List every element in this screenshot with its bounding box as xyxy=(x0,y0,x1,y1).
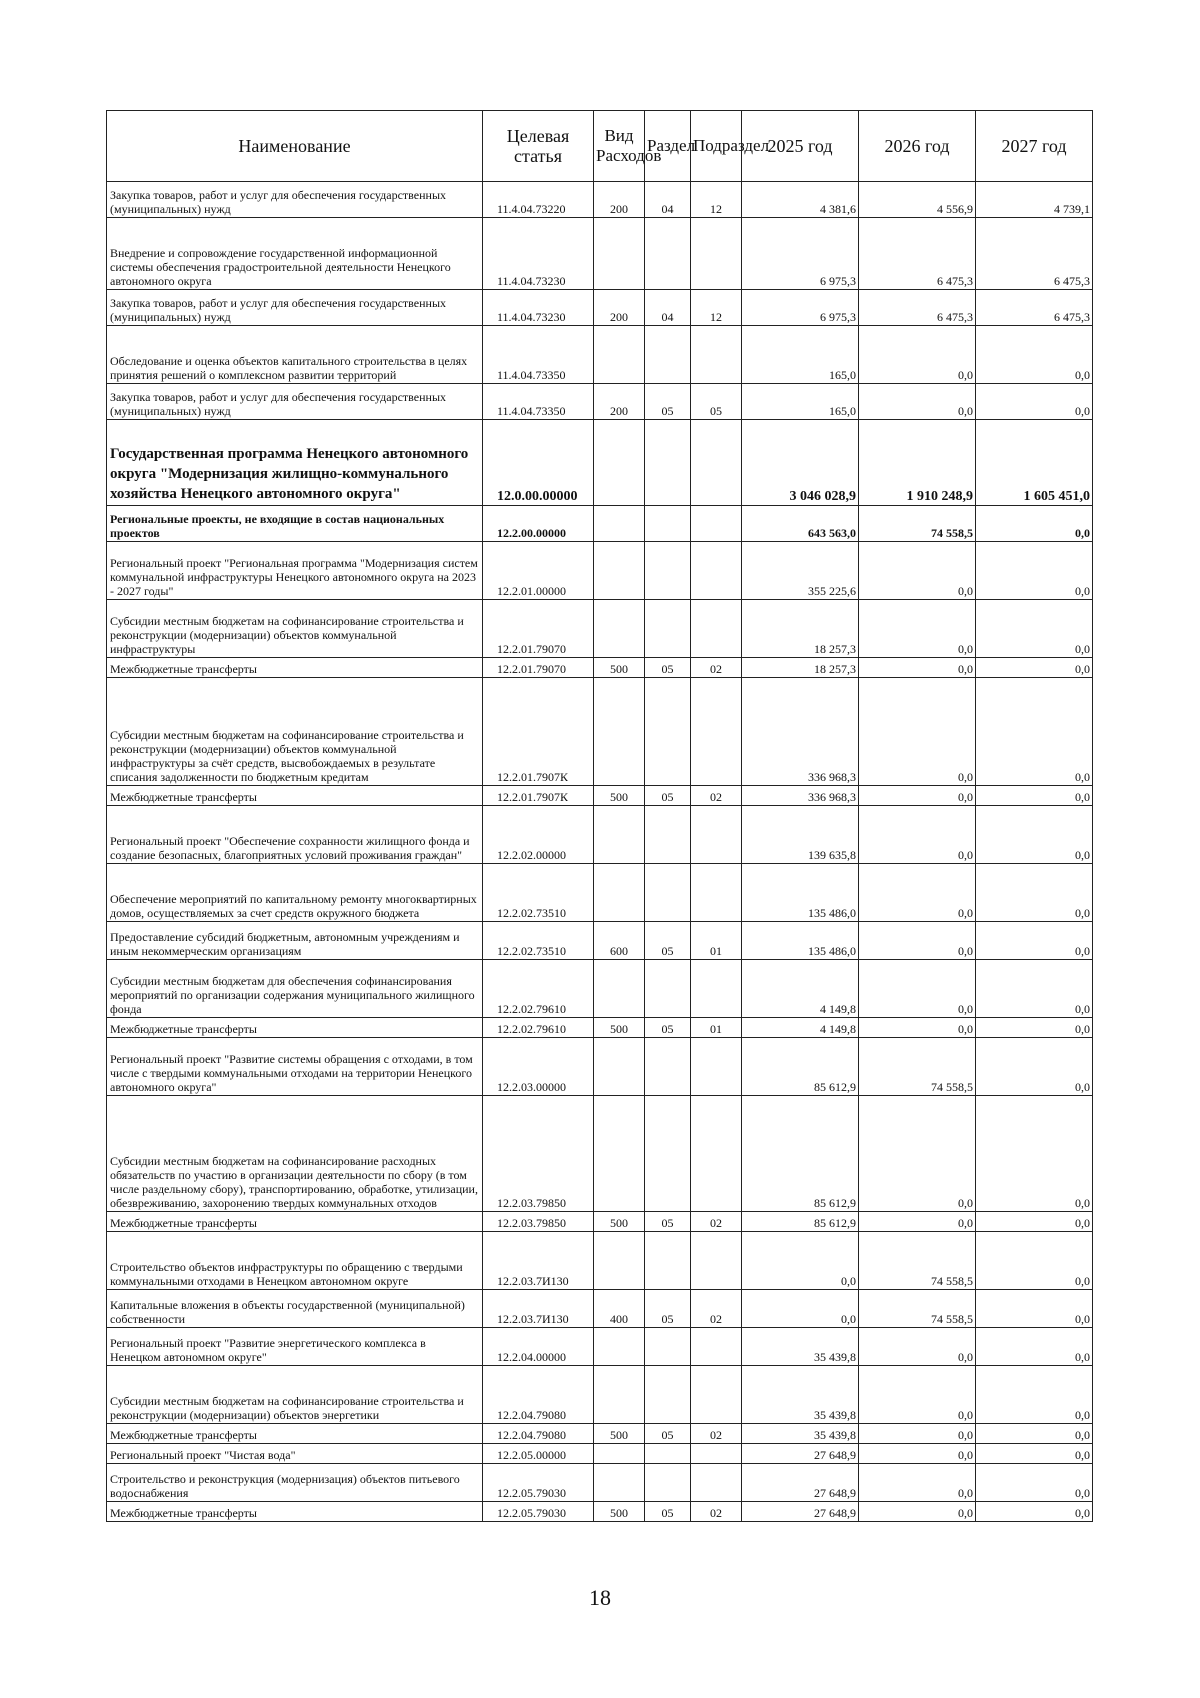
row-section xyxy=(645,326,691,384)
row-expense-type xyxy=(594,1444,645,1464)
row-target-article: 12.0.00.00000 xyxy=(483,420,594,506)
row-amount-2027: 0,0 xyxy=(976,678,1093,786)
row-section xyxy=(645,1232,691,1290)
row-subsection xyxy=(691,1038,742,1096)
row-name: Капитальные вложения в объекты государственной (муниципальной) собственности xyxy=(107,1290,483,1328)
row-amount-2026: 0,0 xyxy=(859,786,976,806)
row-subsection xyxy=(691,600,742,658)
row-expense-type: 200 xyxy=(594,290,645,326)
row-target-article: 12.2.02.73510 xyxy=(483,922,594,960)
row-target-article: 12.2.04.00000 xyxy=(483,1328,594,1366)
row-section: 05 xyxy=(645,1424,691,1444)
row-section xyxy=(645,1328,691,1366)
row-subsection: 02 xyxy=(691,1212,742,1232)
row-target-article: 11.4.04.73350 xyxy=(483,326,594,384)
row-amount-2026: 4 556,9 xyxy=(859,182,976,218)
table-row xyxy=(107,1328,1093,1366)
row-name: Региональный проект "Чистая вода" xyxy=(107,1444,483,1464)
row-target-article: 12.2.01.7907К xyxy=(483,786,594,806)
row-expense-type xyxy=(594,420,645,506)
table-row xyxy=(107,542,1093,600)
row-target-article: 12.2.05.79030 xyxy=(483,1502,594,1522)
row-target-article: 12.2.01.00000 xyxy=(483,542,594,600)
row-subsection xyxy=(691,1328,742,1366)
row-expense-type: 500 xyxy=(594,1502,645,1522)
row-amount-2026: 74 558,5 xyxy=(859,1232,976,1290)
row-subsection xyxy=(691,1366,742,1424)
row-section: 05 xyxy=(645,658,691,678)
row-amount-2025: 135 486,0 xyxy=(742,922,859,960)
table-body xyxy=(107,182,1093,1522)
row-name: Внедрение и сопровождение государственной информационной системы обеспечения градостроительной деятельности Ненецкого автономного округа xyxy=(107,218,483,290)
row-amount-2026: 0,0 xyxy=(859,600,976,658)
row-amount-2026: 0,0 xyxy=(859,1366,976,1424)
row-amount-2026: 0,0 xyxy=(859,326,976,384)
row-amount-2025: 27 648,9 xyxy=(742,1444,859,1464)
row-name: Закупка товаров, работ и услуг для обеспечения государственных (муниципальных) нужд xyxy=(107,384,483,420)
row-amount-2026: 0,0 xyxy=(859,1464,976,1502)
row-amount-2026: 0,0 xyxy=(859,658,976,678)
row-amount-2027: 0,0 xyxy=(976,806,1093,864)
row-amount-2027: 0,0 xyxy=(976,1444,1093,1464)
row-name: Межбюджетные трансферты xyxy=(107,1424,483,1444)
row-amount-2027: 0,0 xyxy=(976,326,1093,384)
row-target-article: 12.2.02.00000 xyxy=(483,806,594,864)
row-section: 04 xyxy=(645,182,691,218)
row-amount-2027: 0,0 xyxy=(976,1424,1093,1444)
row-amount-2025: 135 486,0 xyxy=(742,864,859,922)
row-amount-2025: 6 975,3 xyxy=(742,290,859,326)
row-amount-2025: 4 149,8 xyxy=(742,960,859,1018)
row-amount-2027: 0,0 xyxy=(976,1212,1093,1232)
row-name: Строительство и реконструкция (модернизация) объектов питьевого водоснабжения xyxy=(107,1464,483,1502)
row-amount-2025: 35 439,8 xyxy=(742,1366,859,1424)
table-row xyxy=(107,922,1093,960)
row-name: Субсидии местным бюджетам на софинансирование расходных обязательств по участию в организации деятельности по сбору (в том числе раздельному сбору), транспортированию, обработке, утилизации, обезвреживанию, захоронению твердых коммунальных отходов xyxy=(107,1096,483,1212)
row-subsection: 01 xyxy=(691,1018,742,1038)
row-target-article: 11.4.04.73230 xyxy=(483,290,594,326)
row-amount-2027: 0,0 xyxy=(976,1464,1093,1502)
row-amount-2025: 27 648,9 xyxy=(742,1502,859,1522)
row-target-article: 12.2.04.79080 xyxy=(483,1366,594,1424)
row-amount-2026: 0,0 xyxy=(859,1502,976,1522)
row-amount-2025: 336 968,3 xyxy=(742,678,859,786)
row-amount-2027: 1 605 451,0 xyxy=(976,420,1093,506)
row-subsection xyxy=(691,1464,742,1502)
row-expense-type: 500 xyxy=(594,658,645,678)
row-target-article: 12.2.03.79850 xyxy=(483,1096,594,1212)
row-expense-type xyxy=(594,864,645,922)
row-amount-2027: 0,0 xyxy=(976,960,1093,1018)
row-target-article: 12.2.03.00000 xyxy=(483,1038,594,1096)
row-target-article: 12.2.01.79070 xyxy=(483,658,594,678)
row-expense-type: 200 xyxy=(594,384,645,420)
row-amount-2025: 35 439,8 xyxy=(742,1328,859,1366)
header-section: Раздел xyxy=(645,111,691,182)
row-section xyxy=(645,218,691,290)
row-amount-2027: 0,0 xyxy=(976,1328,1093,1366)
row-amount-2025: 355 225,6 xyxy=(742,542,859,600)
row-section xyxy=(645,1038,691,1096)
row-name: Межбюджетные трансферты xyxy=(107,1502,483,1522)
budget-table xyxy=(106,110,1093,1522)
row-subsection: 02 xyxy=(691,658,742,678)
row-expense-type xyxy=(594,678,645,786)
row-name: Региональный проект "Развитие системы обращения с отходами, в том числе с твердыми коммунальными отходами на территории Ненецкого автономного округа" xyxy=(107,1038,483,1096)
row-amount-2025: 18 257,3 xyxy=(742,658,859,678)
row-subsection xyxy=(691,806,742,864)
row-amount-2027: 0,0 xyxy=(976,1232,1093,1290)
row-amount-2025: 85 612,9 xyxy=(742,1212,859,1232)
row-amount-2027: 0,0 xyxy=(976,1038,1093,1096)
row-amount-2026: 0,0 xyxy=(859,384,976,420)
header-target-article: Целевая статья xyxy=(483,111,594,182)
row-expense-type xyxy=(594,1038,645,1096)
row-amount-2027: 0,0 xyxy=(976,542,1093,600)
row-name: Межбюджетные трансферты xyxy=(107,1212,483,1232)
row-name: Закупка товаров, работ и услуг для обеспечения государственных (муниципальных) нужд xyxy=(107,182,483,218)
row-section xyxy=(645,420,691,506)
row-target-article: 12.2.04.79080 xyxy=(483,1424,594,1444)
table-row xyxy=(107,384,1093,420)
row-amount-2026: 0,0 xyxy=(859,1096,976,1212)
table-row xyxy=(107,1096,1093,1212)
row-subsection xyxy=(691,542,742,600)
row-expense-type: 400 xyxy=(594,1290,645,1328)
table-row xyxy=(107,218,1093,290)
table-row xyxy=(107,1424,1093,1444)
table-row xyxy=(107,786,1093,806)
row-amount-2027: 0,0 xyxy=(976,384,1093,420)
row-expense-type: 200 xyxy=(594,182,645,218)
row-amount-2025: 139 635,8 xyxy=(742,806,859,864)
row-amount-2025: 3 046 028,9 xyxy=(742,420,859,506)
row-subsection xyxy=(691,506,742,542)
table-row xyxy=(107,1290,1093,1328)
row-name: Закупка товаров, работ и услуг для обеспечения государственных (муниципальных) нужд xyxy=(107,290,483,326)
row-name: Субсидии местным бюджетам на софинансирование строительства и реконструкции (модернизации) объектов коммунальной инфраструктуры xyxy=(107,600,483,658)
table-row xyxy=(107,1444,1093,1464)
row-expense-type xyxy=(594,600,645,658)
row-section: 05 xyxy=(645,1018,691,1038)
table-row xyxy=(107,960,1093,1018)
row-amount-2025: 4 381,6 xyxy=(742,182,859,218)
row-amount-2026: 6 475,3 xyxy=(859,218,976,290)
row-section xyxy=(645,960,691,1018)
row-amount-2026: 0,0 xyxy=(859,1444,976,1464)
row-subsection xyxy=(691,420,742,506)
row-section xyxy=(645,1444,691,1464)
row-amount-2025: 6 975,3 xyxy=(742,218,859,290)
row-amount-2027: 0,0 xyxy=(976,600,1093,658)
header-year-2026: 2026 год xyxy=(859,111,976,182)
row-name: Межбюджетные трансферты xyxy=(107,658,483,678)
row-section: 04 xyxy=(645,290,691,326)
row-expense-type: 500 xyxy=(594,786,645,806)
row-amount-2025: 4 149,8 xyxy=(742,1018,859,1038)
row-section xyxy=(645,600,691,658)
row-name: Межбюджетные трансферты xyxy=(107,1018,483,1038)
row-name: Строительство объектов инфраструктуры по обращению с твердыми коммунальными отходами в Ненецком автономном округе xyxy=(107,1232,483,1290)
row-subsection: 02 xyxy=(691,1502,742,1522)
row-name: Региональный проект "Развитие энергетического комплекса в Ненецком автономном округе" xyxy=(107,1328,483,1366)
row-amount-2025: 336 968,3 xyxy=(742,786,859,806)
row-amount-2025: 165,0 xyxy=(742,384,859,420)
row-subsection xyxy=(691,1444,742,1464)
row-expense-type xyxy=(594,1232,645,1290)
row-section xyxy=(645,678,691,786)
row-amount-2026: 0,0 xyxy=(859,1018,976,1038)
header-expense-type: Вид Расходов xyxy=(594,111,645,182)
row-expense-type xyxy=(594,542,645,600)
table-row xyxy=(107,1038,1093,1096)
row-expense-type xyxy=(594,1366,645,1424)
row-amount-2027: 0,0 xyxy=(976,1366,1093,1424)
row-name: Субсидии местным бюджетам на софинансирование строительства и реконструкции (модернизации) объектов коммунальной инфраструктуры за счёт средств, высвобождаемых в результате списания задолженности по бюджетным кредитам xyxy=(107,678,483,786)
row-expense-type xyxy=(594,1464,645,1502)
row-subsection: 01 xyxy=(691,922,742,960)
row-expense-type xyxy=(594,960,645,1018)
row-amount-2026: 0,0 xyxy=(859,1424,976,1444)
row-section: 05 xyxy=(645,1290,691,1328)
row-section xyxy=(645,1366,691,1424)
row-amount-2026: 1 910 248,9 xyxy=(859,420,976,506)
row-expense-type xyxy=(594,218,645,290)
row-subsection xyxy=(691,326,742,384)
row-expense-type xyxy=(594,1328,645,1366)
table-row xyxy=(107,1212,1093,1232)
row-target-article: 11.4.04.73220 xyxy=(483,182,594,218)
row-amount-2025: 0,0 xyxy=(742,1232,859,1290)
row-expense-type: 500 xyxy=(594,1018,645,1038)
row-amount-2025: 27 648,9 xyxy=(742,1464,859,1502)
table-row xyxy=(107,1366,1093,1424)
row-amount-2026: 0,0 xyxy=(859,864,976,922)
row-subsection xyxy=(691,864,742,922)
table-row xyxy=(107,290,1093,326)
row-amount-2026: 0,0 xyxy=(859,542,976,600)
row-amount-2025: 0,0 xyxy=(742,1290,859,1328)
row-amount-2026: 74 558,5 xyxy=(859,1038,976,1096)
row-name: Предоставление субсидий бюджетным, автономным учреждениям и иным некоммерческим организациям xyxy=(107,922,483,960)
row-amount-2026: 74 558,5 xyxy=(859,506,976,542)
row-amount-2026: 0,0 xyxy=(859,678,976,786)
row-expense-type xyxy=(594,506,645,542)
row-subsection xyxy=(691,1096,742,1212)
row-target-article: 12.2.02.73510 xyxy=(483,864,594,922)
row-amount-2025: 643 563,0 xyxy=(742,506,859,542)
row-subsection xyxy=(691,678,742,786)
row-subsection: 02 xyxy=(691,1290,742,1328)
row-amount-2027: 0,0 xyxy=(976,1018,1093,1038)
row-target-article: 12.2.03.7И130 xyxy=(483,1290,594,1328)
row-section: 05 xyxy=(645,1212,691,1232)
header-name: Наименование xyxy=(107,111,483,182)
row-amount-2027: 0,0 xyxy=(976,658,1093,678)
row-subsection: 12 xyxy=(691,290,742,326)
row-subsection: 05 xyxy=(691,384,742,420)
row-amount-2027: 0,0 xyxy=(976,1290,1093,1328)
row-expense-type xyxy=(594,326,645,384)
row-subsection: 02 xyxy=(691,786,742,806)
row-amount-2026: 0,0 xyxy=(859,960,976,1018)
row-name: Обеспечение мероприятий по капитальному ремонту многоквартирных домов, осуществляемых за счет средств окружного бюджета xyxy=(107,864,483,922)
row-amount-2027: 0,0 xyxy=(976,864,1093,922)
table-row xyxy=(107,806,1093,864)
row-amount-2027: 0,0 xyxy=(976,1096,1093,1212)
table-row xyxy=(107,182,1093,218)
row-amount-2027: 6 475,3 xyxy=(976,290,1093,326)
row-target-article: 12.2.05.00000 xyxy=(483,1444,594,1464)
row-section xyxy=(645,864,691,922)
row-section xyxy=(645,806,691,864)
row-amount-2026: 0,0 xyxy=(859,1212,976,1232)
table-header-row xyxy=(107,111,1093,182)
row-amount-2026: 6 475,3 xyxy=(859,290,976,326)
row-subsection xyxy=(691,1232,742,1290)
row-name: Обследование и оценка объектов капитального строительства в целях принятия решений о комплексном развитии территорий xyxy=(107,326,483,384)
row-subsection: 12 xyxy=(691,182,742,218)
row-amount-2026: 74 558,5 xyxy=(859,1290,976,1328)
row-name: Региональный проект "Региональная программа "Модернизация систем коммунальной инфраструктуры Ненецкого автономного округа на 2023 - 2027 годы" xyxy=(107,542,483,600)
row-target-article: 12.2.03.7И130 xyxy=(483,1232,594,1290)
row-amount-2027: 0,0 xyxy=(976,506,1093,542)
row-target-article: 12.2.02.79610 xyxy=(483,1018,594,1038)
table-row xyxy=(107,600,1093,658)
row-target-article: 12.2.02.79610 xyxy=(483,960,594,1018)
row-expense-type: 500 xyxy=(594,1424,645,1444)
row-amount-2026: 0,0 xyxy=(859,922,976,960)
table-row xyxy=(107,658,1093,678)
row-section xyxy=(645,506,691,542)
row-amount-2027: 4 739,1 xyxy=(976,182,1093,218)
row-subsection: 02 xyxy=(691,1424,742,1444)
row-name: Государственная программа Ненецкого автономного округа "Модернизация жилищно-коммунального хозяйства Ненецкого автономного округа" xyxy=(107,420,483,506)
row-amount-2025: 35 439,8 xyxy=(742,1424,859,1444)
row-expense-type xyxy=(594,806,645,864)
row-amount-2026: 0,0 xyxy=(859,806,976,864)
row-target-article: 11.4.04.73230 xyxy=(483,218,594,290)
row-subsection xyxy=(691,218,742,290)
row-section xyxy=(645,1096,691,1212)
table-row xyxy=(107,1018,1093,1038)
row-subsection xyxy=(691,960,742,1018)
row-amount-2025: 165,0 xyxy=(742,326,859,384)
table-row xyxy=(107,420,1093,506)
row-section: 05 xyxy=(645,1502,691,1522)
row-name: Межбюджетные трансферты xyxy=(107,786,483,806)
row-expense-type: 600 xyxy=(594,922,645,960)
table-row xyxy=(107,678,1093,786)
row-amount-2027: 0,0 xyxy=(976,922,1093,960)
table-row xyxy=(107,1232,1093,1290)
table-row xyxy=(107,864,1093,922)
row-section: 05 xyxy=(645,786,691,806)
table-row xyxy=(107,506,1093,542)
table-row xyxy=(107,326,1093,384)
row-expense-type xyxy=(594,1096,645,1212)
row-amount-2027: 0,0 xyxy=(976,786,1093,806)
header-subsection: Подраздел xyxy=(691,111,742,182)
row-target-article: 12.2.01.79070 xyxy=(483,600,594,658)
table-row xyxy=(107,1502,1093,1522)
row-section: 05 xyxy=(645,922,691,960)
row-target-article: 12.2.00.00000 xyxy=(483,506,594,542)
row-name: Субсидии местным бюджетам на софинансирование строительства и реконструкции (модернизации) объектов энергетики xyxy=(107,1366,483,1424)
row-name: Субсидии местным бюджетам для обеспечения софинансирования мероприятий по организации содержания муниципального жилищного фонда xyxy=(107,960,483,1018)
row-amount-2027: 6 475,3 xyxy=(976,218,1093,290)
header-year-2025: 2025 год xyxy=(742,111,859,182)
row-name: Региональный проект "Обеспечение сохранности жилищного фонда и создание безопасных, благоприятных условий проживания граждан" xyxy=(107,806,483,864)
header-year-2027: 2027 год xyxy=(976,111,1093,182)
page-number: 18 xyxy=(589,1585,611,1610)
row-target-article: 12.2.03.79850 xyxy=(483,1212,594,1232)
row-target-article: 12.2.05.79030 xyxy=(483,1464,594,1502)
row-amount-2025: 85 612,9 xyxy=(742,1038,859,1096)
row-section xyxy=(645,542,691,600)
table-row xyxy=(107,1464,1093,1502)
row-amount-2027: 0,0 xyxy=(976,1502,1093,1522)
row-amount-2025: 85 612,9 xyxy=(742,1096,859,1212)
row-amount-2025: 18 257,3 xyxy=(742,600,859,658)
row-amount-2026: 0,0 xyxy=(859,1328,976,1366)
row-name: Региональные проекты, не входящие в состав национальных проектов xyxy=(107,506,483,542)
row-expense-type: 500 xyxy=(594,1212,645,1232)
row-target-article: 12.2.01.7907К xyxy=(483,678,594,786)
row-section xyxy=(645,1464,691,1502)
row-target-article: 11.4.04.73350 xyxy=(483,384,594,420)
row-section: 05 xyxy=(645,384,691,420)
